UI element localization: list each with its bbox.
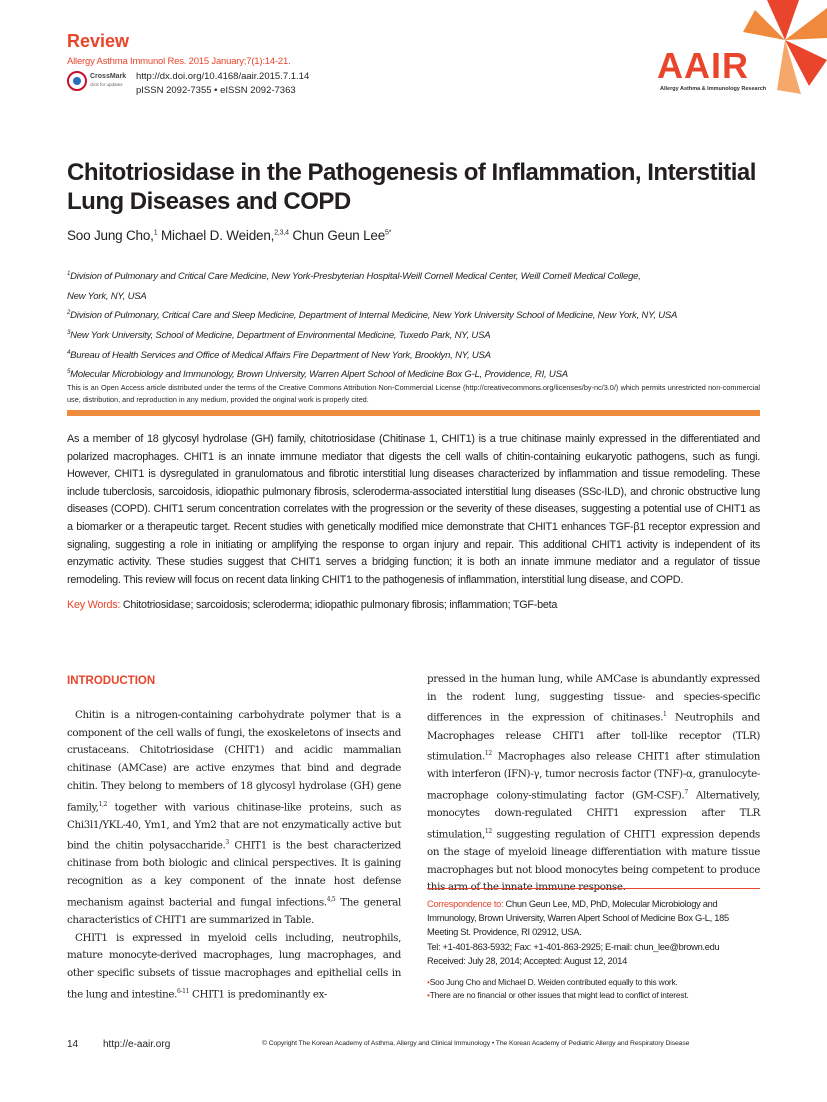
affiliation-number: 5	[67, 369, 71, 376]
body-text: The general characteristics of CHIT1 are summarized in Table.	[67, 896, 401, 926]
footnotes	[427, 976, 760, 1002]
body-text: together with various chitinase-like proteins, such as Chi3l1/YKL-40, Ym1, and Ym2 that are not enzymatically active but bind the chitin polysaccharide.	[67, 800, 401, 852]
section-divider	[67, 410, 760, 416]
bullet-icon: •	[427, 977, 430, 987]
correspondence-text: Chun Geun Lee, MD, PhD, Molecular Microbiology and Immunology, Brown University, Warren Alpert School of Medicine Box G-L, 185 Meeting St. Providence, RI 02912, USA.	[427, 899, 729, 938]
copyright: © Copyright The Korean Academy of Asthma, Allergy and Clinical Immunology • The Korean Academy of Pediatric Allergy and Respiratory Disease	[262, 1040, 690, 1047]
doi-link[interactable]: http://dx.doi.org/10.4168/aair.2015.7.1.14	[136, 71, 310, 82]
section-heading: INTRODUCTION	[67, 675, 156, 687]
correspondence-contact[interactable]: Tel: +1-401-863-5932; Fax: +1-401-863-2925; E-mail: chun_lee@brown.edu	[427, 941, 720, 952]
correspondence-block	[427, 897, 760, 968]
body-text: CHIT1 is the best characterized chitinase from both biologic and clinical perspectives. It is gaining recognition as a key component of the innate host defense mechanism against bacterial and fungal infections.	[67, 839, 401, 909]
citation-ref: 12	[484, 827, 492, 835]
body-paragraph	[427, 671, 760, 897]
affiliation-text: Bureau of Health Services and Office of Medical Affairs Fire Department of New York, Brooklyn, NY, USA	[70, 349, 491, 361]
author-affil-ref: 2,3,4	[274, 229, 289, 237]
body-paragraph	[67, 930, 401, 1004]
article-dates: Received: July 28, 2014; Accepted: August 12, 2014	[427, 955, 628, 966]
body-text: CHIT1 is predominantly ex-	[189, 988, 327, 1001]
journal-url[interactable]: http://e-aair.org	[103, 1039, 171, 1050]
author-affil-ref: 5*	[385, 229, 392, 237]
body-column-left	[67, 707, 401, 1004]
affiliation-item	[67, 325, 767, 345]
citation-ref: 1,2	[98, 800, 108, 808]
correspondence-address	[427, 897, 760, 940]
crossmark-sub: click for updates	[90, 82, 123, 87]
body-text: suggesting regulation of CHIT1 expression depends on the stage of myeloid lineage differentiation with mature tissue macrophages but not blood monocytes being competent to produce	[427, 828, 760, 876]
affiliation-item	[67, 266, 767, 286]
correspondence-divider	[427, 888, 760, 889]
logo-subtitle: Allergy Asthma & Immunology Research	[660, 86, 767, 92]
citation-ref: 12	[484, 750, 492, 758]
footnote-text: Soo Jung Cho and Michael D. Weiden contributed equally to this work.	[429, 977, 678, 987]
correspondence-label: Correspondence to:	[427, 899, 504, 909]
affiliation-text: Division of Pulmonary and Critical Care Medicine, New York-Presbyterian Hospital-Weill Cornell Medical Center, Weill Cornell Medical College,	[70, 271, 641, 283]
bullet-icon: •	[427, 990, 430, 1000]
affiliation-text: Molecular Microbiology and Immunology, Brown University, Warren Alpert School of Medicine Box G-L, Providence, RI, USA	[70, 369, 568, 381]
affiliation-number: 4	[67, 349, 71, 356]
author-name: Soo Jung Cho,	[67, 228, 154, 243]
body-text: CHIT1 is expressed in myeloid cells including, neutrophils, mature monocyte-derived macrophages, lung macrophages, and other specific subsets of tissue macrophages and epithelial cells in the lung and intestine.	[67, 931, 401, 1001]
citation-ref: 1	[663, 711, 667, 719]
crossmark-label: CrossMark	[90, 73, 127, 80]
citation-ref: 6-11	[177, 987, 190, 995]
author-affil-ref: 1	[153, 229, 158, 237]
article-title: Chitotriosidase in the Pathogenesis of Inflammation, Interstitial Lung Diseases and COPD	[67, 159, 756, 215]
body-text: Neutrophils and Macrophages release CHIT1 after toll-like receptor (TLR) stimulation.	[427, 711, 760, 763]
author-name: Chun Geun Lee	[288, 228, 386, 243]
page-number: 14	[67, 1039, 79, 1050]
body-column-right	[427, 671, 760, 897]
doi-block	[136, 70, 309, 98]
citation-ref: 7	[684, 789, 688, 797]
citation-ref: 3	[225, 839, 229, 847]
keywords-text: Chitotriosidase; sarcoidosis; scleroderma; idiopathic pulmonary fibrosis; inflammation; TGF-beta	[120, 599, 558, 611]
affiliation-item	[67, 364, 767, 384]
body-text: Macrophages also release CHIT1 after stimulation with interferon (IFN)-γ, tumor necrosis factor (TNF)-α, granulocyte-macrophage colony-stimulating factor (GM-CSF).	[427, 750, 760, 802]
footnote-item	[427, 976, 760, 989]
journal-logo-icon	[737, 0, 827, 95]
crossmark-badge[interactable]	[67, 70, 129, 94]
author-name: Michael D. Weiden,	[157, 228, 275, 243]
affiliation-item	[67, 345, 767, 365]
section-label: Review	[67, 31, 130, 51]
body-text: Chitin is a nitrogen-containing carbohydrate polymer that is a component of the cell walls of fungi, the exoskeletons of insects and crustaceans. Chitotriosidase (CHIT1) and acidic mammalian chitinase (AMCase) are active enzymes that bind and degrade chitin. They belong to members of 18 glycosyl hydrolase (GH) gene family,	[67, 709, 401, 813]
citation-ref: 4,5	[326, 895, 336, 903]
logo-wordmark: AAIR	[657, 45, 749, 86]
affiliation-number: 1	[67, 271, 71, 277]
body-text: Alternatively, monocytes down-regulated CHIT1 expression after TLR stimulation,	[427, 789, 760, 841]
affiliations	[67, 266, 767, 384]
crossmark-icon	[67, 71, 87, 91]
keywords	[67, 599, 760, 611]
keywords-label: Key Words:	[67, 599, 121, 611]
affiliation-number: 2	[67, 310, 71, 317]
affiliation-item	[67, 305, 767, 325]
affiliation-item	[67, 286, 767, 306]
footnote-item	[427, 989, 760, 1002]
footnote-text: There are no financial or other issues that might lead to conflict of interest.	[429, 990, 689, 1000]
license-statement: This is an Open Access article distributed under the terms of the Creative Commons Attribution Non-Commercial License (http://creativecommons.org/licenses/by-nc/3.0/) which permits unrestricted non-commercial use, distribution, and reproduction in any medium, provided the original work is properly cited.	[67, 383, 760, 404]
journal-citation: Allergy Asthma Immunol Res. 2015 January;7(1):14-21.	[67, 56, 291, 67]
author-list	[67, 228, 391, 243]
abstract: As a member of 18 glycosyl hydrolase (GH) family, chitotriosidase (Chitinase 1, CHIT1) is a true chitinase mainly expressed in the differentiated and polarized macrophages. CHIT1 is an innate immune mediator that digests the cell walls of chitin-containing eukaryotic pathogens, such as fungi. However, CHIT1 is dysregulated in granulomatous and fibrotic interstitial lung diseases characterized by inflammation and tissue remodeling. These include tuberclosis, sarcoidosis, idiopathic pulmonary fibrosis, scleroderma-associated interstitial lung diseases (SSc-ILD), and chronic obstructive lung diseases (COPD). CHIT1 serum concentration correlates with the progression or the severity of these diseases, suggesting a potential use of CHIT1 as a biomarker or a therapeutic target. Recent studies with genetically modified mice demonstrate that CHIT1 enhances TGF-β1 receptor expression and signaling, suggesting a role in initiating or amplifying the response to organ injury and repair. This additional CHIT1 activity is independent of its enzymatic activity. These studies suggest that CHIT1 serves a bridging function; it is both an innate immune mediator and a regulator of tissue remodeling. This review will focus on recent data linking CHIT1 to the pathogenesis of inflammation, interstitial lung disease, and COPD.	[67, 433, 760, 586]
affiliation-number: 3	[67, 329, 71, 336]
affiliation-text: New York, NY, USA	[67, 290, 147, 302]
affiliation-text: Division of Pulmonary, Critical Care and Sleep Medicine, Department of Internal Medicine, New York University School of Medicine, New York, NY, USA	[70, 310, 678, 322]
body-paragraph	[67, 707, 401, 930]
body-text: pressed in the human lung, while AMCase is abundantly expressed in the rodent lung, suggesting tissue- and species-specific differences in the expression of chitinases.	[427, 673, 760, 724]
affiliation-text: New York University, School of Medicine, Department of Environmental Medicine, Tuxedo Park, NY, USA	[70, 330, 491, 342]
issn: pISSN 2092-7355 • eISSN 2092-7363	[136, 85, 296, 96]
